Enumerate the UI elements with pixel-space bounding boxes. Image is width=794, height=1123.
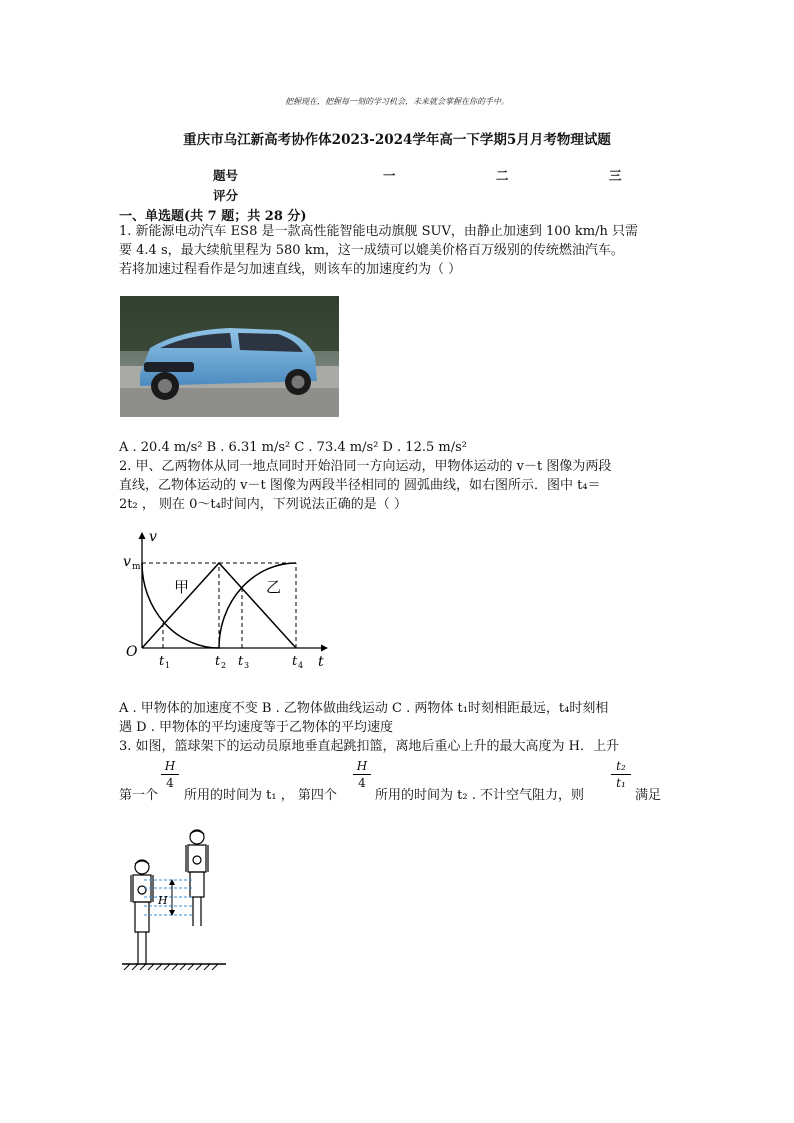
fraction-h-over-4-first [161, 759, 179, 790]
q3-line-1: 3. 如图，篮球架下的运动员原地垂直起跳扣篮，离地后重心上升的最大高度为 H．上升 [119, 739, 620, 754]
q3-text-part-b: 所用的时间为 t₁ ， 第四个 [184, 788, 337, 803]
t3-label: t [238, 654, 244, 669]
jia-label: 甲 [174, 578, 190, 596]
t4-label: t [292, 654, 298, 669]
vm-subscript: m [132, 562, 141, 572]
fraction-h-over-4-fourth [353, 759, 371, 790]
q2-options-line-2: 遇 D . 甲物体的平均速度等于乙物体的平均速度 [119, 720, 393, 735]
fraction-denominator: 4 [166, 776, 174, 790]
q3-text-part-a: 第一个 [119, 788, 159, 803]
q1-line-1: 1. 新能源电动汽车 ES8 是一款高性能智能电动旗舰 SUV，由静止加速到 100 km/h 只需 [119, 224, 639, 239]
vt-graph [118, 528, 333, 673]
origin-label: O [126, 644, 138, 660]
fraction-denominator: t₁ [616, 776, 626, 790]
score-table-col-3: 三 [609, 168, 622, 183]
ground-hatch [124, 964, 218, 970]
q1-line-2: 要 4.4 s，最大续航里程为 580 km，这一成绩可以媲美价格百万级别的传统燃油汽车。 [119, 243, 624, 258]
q2-options-line-1: A . 甲物体的加速度不变 B . 乙物体做曲线运动 C . 两物体 t₁时刻相距最远，t₄时刻相 [119, 701, 609, 716]
t4-subscript: 4 [298, 661, 304, 670]
vm-label: v [123, 554, 131, 570]
t1-subscript: 1 [165, 661, 171, 670]
t-axis-label: t [318, 654, 324, 670]
t2-label: t [215, 654, 221, 669]
v-axis-label: v [149, 529, 157, 545]
fraction-bar [611, 774, 631, 775]
score-table-col-1: 一 [383, 168, 396, 183]
q3-text-part-c: 所用的时间为 t₂ . 不计空气阻力，则 [375, 788, 584, 803]
section-heading: 一、单选题(共 7 题；共 28 分) [119, 209, 307, 224]
score-table-row1-label: 题号 [213, 168, 239, 183]
fraction-denominator: 4 [358, 776, 366, 790]
fraction-numerator: H [164, 759, 176, 773]
player-jumping [186, 830, 208, 926]
q2-line-1: 2. 甲、乙两物体从同一地点同时开始沿同一方向运动，甲物体运动的 v－t 图像为两段 [119, 459, 612, 474]
v-axis-arrow [139, 532, 146, 539]
t-axis-arrow [321, 645, 328, 652]
yi-label: 乙 [266, 578, 282, 596]
score-table-row2-label: 评分 [213, 188, 239, 203]
q1-line-3: 若将加速过程看作是匀加速直线，则该车的加速度约为（ ） [119, 262, 462, 277]
car-photo [120, 296, 339, 417]
q1-options: A . 20.4 m/s² B . 6.31 m/s² C . 73.4 m/s² D . 12.5 m/s² [119, 440, 467, 455]
t2-subscript: 2 [221, 661, 227, 670]
jump-figure [120, 820, 230, 970]
t3-subscript: 3 [244, 661, 250, 670]
score-table-col-2: 二 [496, 168, 509, 183]
fraction-numerator: t₂ [616, 759, 626, 773]
player-standing [131, 860, 153, 964]
motto-text: 把握现在，把握每一刻的学习机会，未来就会掌握在你的手中。 [285, 97, 509, 106]
fraction-bar [353, 774, 371, 775]
t1-label: t [159, 654, 165, 669]
fraction-numerator: H [356, 759, 368, 773]
q3-text-part-d: 满足 [635, 788, 662, 803]
q2-line-3: 2t₂ ， 则在 0～t₄时间内，下列说法正确的是（ ） [119, 497, 407, 512]
fraction-bar [161, 774, 179, 775]
height-label: H [158, 894, 168, 907]
exam-title: 重庆市乌江新高考协作体2023-2024学年高一下学期5月月考物理试题 [183, 132, 611, 148]
fraction-t2-over-t1 [611, 759, 631, 790]
q2-line-2: 直线，乙物体运动的 v－t 图像为两段半径相同的 圆弧曲线，如右图所示．图中 t₄＝ [119, 478, 601, 493]
